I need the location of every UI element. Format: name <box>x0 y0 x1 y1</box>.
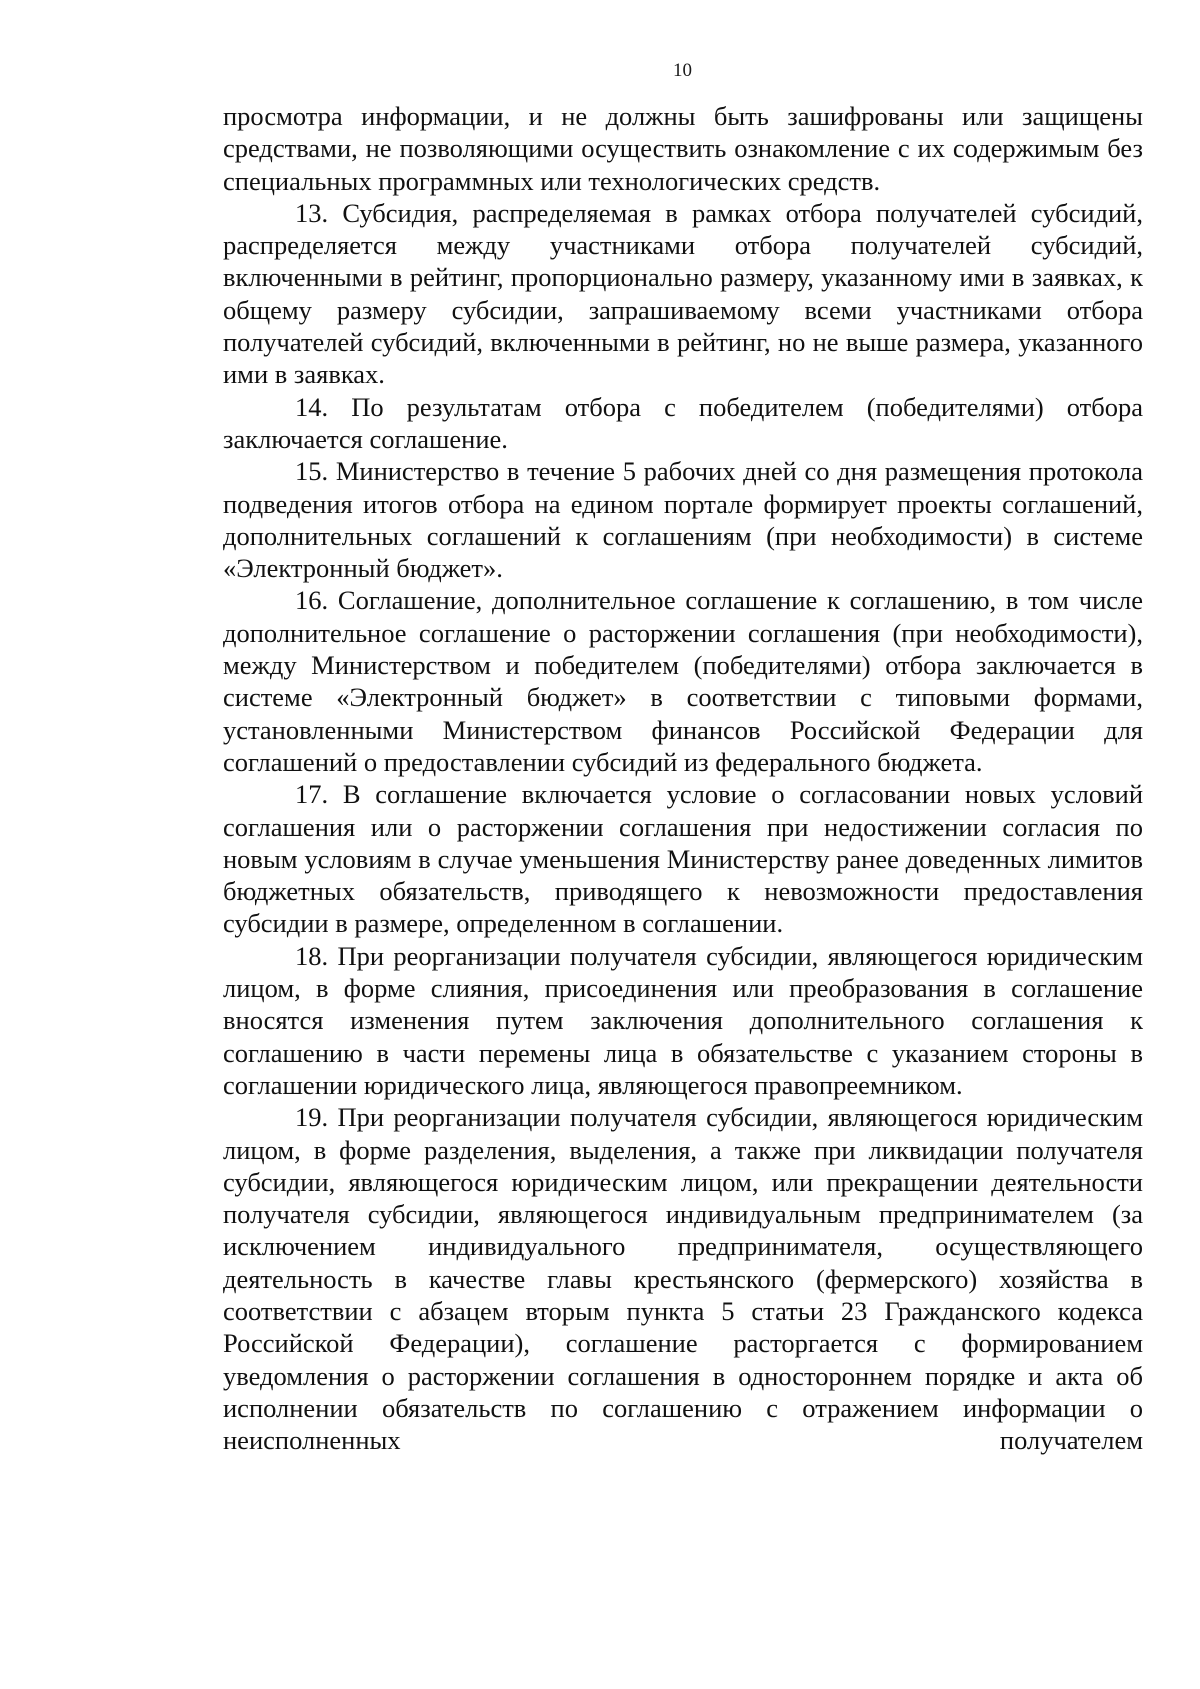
page-number: 10 <box>673 60 692 81</box>
document-body <box>223 100 1143 1456</box>
paragraph-14: 14. По результатам отбора с победителем (победителями) отбора заключается соглашение. <box>223 391 1143 454</box>
paragraph-13: 13. Субсидия, распределяемая в рамках отбора получателей субсидий, распределяется между участниками отбора получателей субсидий, включенными в рейтинг, пропорционально размеру, указанному ими в заявках, к общему размеру субсидии, запрашиваемому всеми участниками отбора получателей субсидий, включенными в рейтинг, но не выше размера, указанного ими в заявках. <box>223 197 1143 390</box>
paragraph-15: 15. Министерство в течение 5 рабочих дней со дня размещения протокола подведения итогов отбора на едином портале формирует проекты соглашений, дополнительных соглашений к соглашениям (при необходимости) в системе «Электронный бюджет». <box>223 456 1143 584</box>
paragraph-19: 19. При реорганизации получателя субсидии, являющегося юридическим лицом, в форме разделения, выделения, а также при ликвидации получателя субсидии, являющегося юридическим лицом, или прекращении деятельности получателя субсидии, являющегося индивидуальным предпринимателем (за исключением индивидуального предпринимателя, осуществляющего деятельность в качестве главы крестьянского (фермерского) хозяйства в соответствии с абзацем вторым пункта 5 статьи 23 Гражданского кодекса Российской Федерации), соглашение расторгается с формированием уведомления о расторжении соглашения в одностороннем порядке и акта об исполнении обязательств по соглашению с отражением информации о неисполненных получателем <box>223 1102 1143 1456</box>
paragraph-16: 16. Соглашение, дополнительное соглашение к соглашению, в том числе дополнительное соглашение о расторжении соглашения (при необходимости), между Министерством и победителем (победителями) отбора заключается в системе «Электронный бюджет» в соответствии с типовыми формами, установленными Министерством финансов Российской Федерации для соглашений о предоставлении субсидий из федерального бюджета. <box>223 585 1143 777</box>
paragraph-18: 18. При реорганизации получателя субсидии, являющегося юридическим лицом, в форме слияния, присоединения или преобразования в соглашение вносятся изменения путем заключения дополнительного соглашения к соглашению в части перемены лица в обязательстве с указанием стороны в соглашении юридического лица, являющегося правопреемником. <box>223 940 1143 1100</box>
paragraph-17: 17. В соглашение включается условие о согласовании новых условий соглашения или о расторжении соглашения при недостижении согласия по новым условиям в случае уменьшения Министерству ранее доведенных лимитов бюджетных обязательств, приводящего к невозможности предоставления субсидии в размере, определенном в соглашении. <box>223 779 1143 939</box>
paragraph-continuation: просмотра информации, и не должны быть зашифрованы или защищены средствами, не позволяющими осуществить ознакомление с их содержимым без специальных программных или технологических средств. <box>223 101 1143 196</box>
